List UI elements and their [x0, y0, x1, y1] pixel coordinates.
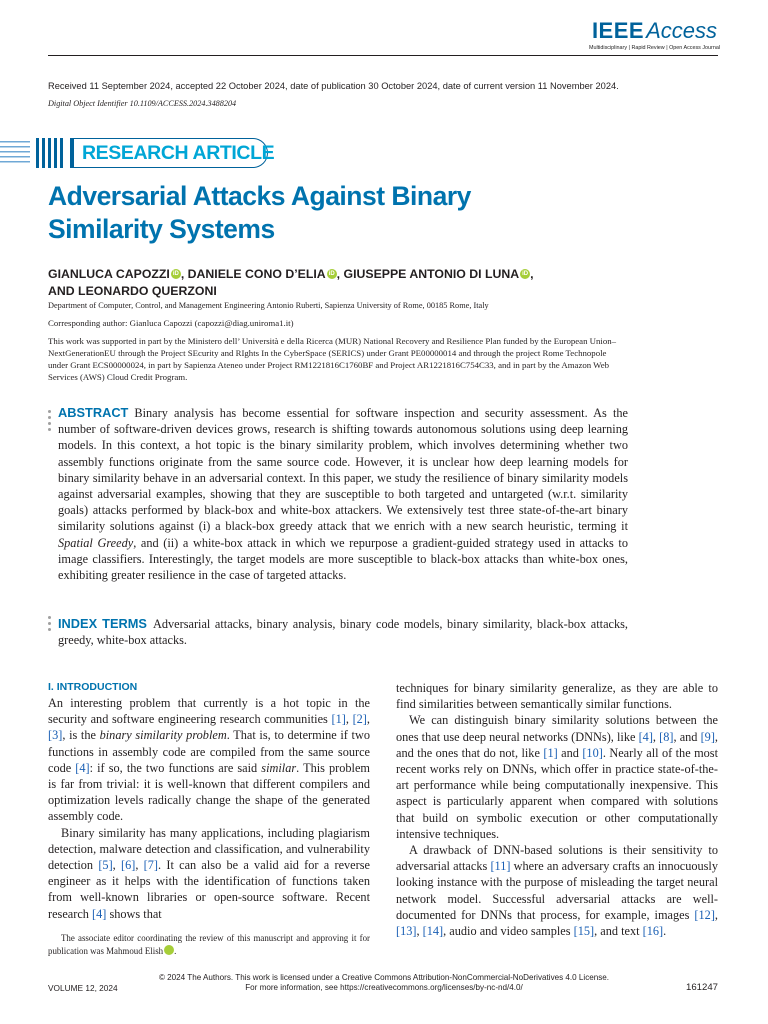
citation-link[interactable]: [13] [396, 924, 417, 939]
section-marker-icon [48, 616, 52, 634]
article-type-banner [0, 135, 275, 171]
journal-brand [589, 18, 721, 51]
citation-link[interactable]: [4] [92, 906, 107, 921]
citation-link[interactable]: [6] [121, 858, 136, 873]
editor-note: The associate editor coordinating the review of this manuscript and approving it for publication was Mahmoud Elish iD. [48, 933, 370, 956]
citation-link[interactable]: [4] [638, 729, 653, 744]
banner-frame [70, 138, 275, 168]
citation-link[interactable]: [4] [75, 760, 90, 775]
citation-link[interactable]: [1] [543, 745, 558, 760]
citation-link[interactable]: [8] [659, 729, 674, 744]
citation-link[interactable]: [11] [490, 859, 511, 874]
abstract-heading: ABSTRACT [58, 405, 129, 420]
paper-title [48, 180, 708, 246]
funding-statement: This work was supported in part by the Ministero dell’ Università e della Ricerca (MUR) National Recovery and Resilience Plan funded by the European Union–NextGenerationEU through the Project SEcurity and RIghts In the CyberSpace (SERICS) under Grant PE00000014 and through the project Rome Technopole under Grant ECS00000024, in part by Sapienza Ateneo under Project RM1221816C1760BF and Project AR1221816C754C33, and in part by the Amazon Web Services (AWS) Cloud Credit Program. [48, 336, 617, 382]
orcid-icon[interactable]: iD [164, 945, 174, 955]
index-terms-heading: INDEX TERMS [58, 616, 147, 631]
license-link[interactable]: For more information, see https://creativecommons.org/licenses/by-nc-nd/4.0/ [245, 983, 523, 992]
paragraph: An interesting problem that currently is a hot topic in the security and software engineering research communities [1], [2], [3], is the binary similarity problem. That is, to determine if two functions in assembly code are compiled from the same source code [4]: if so, the two functions are said similar. This problem is far from trivial: it is well-known that different compilers and optimization levels radically change the shape of the generated assembly code. [48, 696, 370, 824]
author-name: , GIUSEPPE ANTONIO DI LUNA [336, 267, 520, 281]
paragraph: techniques for binary similarity generalize, as they are able to find similarities between semantically similar functions. [396, 681, 718, 712]
license-notice: © 2024 The Authors. This work is licensed under a Creative Commons Attribution-NonCommercial-NoDerivatives 4.0 License. For more information, see https://creativecommons.org/licenses/by-nc-nd/4.0/ [0, 973, 768, 993]
citation-link[interactable]: [14] [422, 924, 444, 939]
paper-title-line: Adversarial Attacks Against Binary [48, 181, 471, 211]
author-list [48, 266, 728, 300]
section-heading: I. INTRODUCTION [48, 681, 138, 693]
paper-title-line: Similarity Systems [48, 214, 275, 244]
author-line [48, 266, 728, 283]
journal-tagline: Multidisciplinary | Rapid Review | Open Access Journal [589, 45, 721, 51]
paragraph: We can distinguish binary similarity solutions between the ones that use deep neural networks (DNNs), like [4], [8], and [9], and the ones that do not, like [1] and [10]. Nearly all of the most recent works rely on DNNs, which offer in practice state-of-the-art performance while being computationally inexpensive. This aspect is particularly apparent when compared with solutions that build on symbolic execution or other computationally intensive techniques. [396, 713, 719, 841]
citation-link[interactable]: [2] [352, 712, 367, 727]
banner-stripes-icon [0, 137, 66, 169]
author-name: , DANIELE CONO D’ELIA [180, 267, 326, 281]
orcid-icon[interactable]: iD [172, 271, 179, 277]
citation-link[interactable]: [10] [582, 745, 603, 760]
citation-link[interactable]: [5] [98, 858, 113, 873]
header-divider [48, 55, 718, 56]
volume-label: VOLUME 12, 2024 [48, 983, 118, 993]
body-column-right [396, 680, 718, 939]
orcid-icon[interactable]: iD [522, 271, 529, 277]
citation-link[interactable]: [12] [694, 907, 715, 922]
article-type-label: RESEARCH ARTICLE [82, 142, 275, 164]
citation-link[interactable]: [15] [573, 924, 595, 939]
page-number: 161247 [685, 982, 718, 993]
affiliation: Department of Computer, Control, and Management Engineering Antonio Ruberti, Sapienza University of Rome, 00185 Rome, Italy [48, 301, 489, 310]
doi-line: Digital Object Identifier 10.1109/ACCESS.2024.3488204 [48, 99, 237, 108]
section-marker-icon [48, 410, 52, 434]
author-line: AND LEONARDO QUERZONI [48, 284, 217, 298]
paragraph: Binary similarity has many applications, including plagiarism detection, malware detection and classification, and vulnerability detection [5], [6], [7]. It can also be a valid aid for a reverse engineer as it helps with the identification of functions taken from well-known libraries or open-source software. Recent research [4] shows that [48, 825, 370, 921]
citation-link[interactable]: [7] [143, 858, 159, 873]
citation-link[interactable]: [3] [48, 728, 63, 743]
abstract: ABSTRACT Binary analysis has become essential for software inspection and security assessment. As the number of software-driven devices grows, research is shifting towards autonomous solutions using deep learning models. In this context, a hot topic is the binary similarity problem, which involves determining whether two assembly functions originate from the same source code. However, it is unclear how deep learning models for binary similarity behave in an adversarial context. In this paper, we study the resilience of binary similarity models against adversarial examples, showing that they are susceptible to both targeted and untargeted (w.r.t. similarity goals) attacks performed by black-box and white-box attackers. We extensively test three state-of-the-art binary similarity solutions against (i) a black-box greedy attack that we enrich with a new search heuristic, terming it Spatial Greedy, and (ii) a white-box attack in which we repurpose a gradient-guided strategy used in attacks to image classifiers. Interestingly, the target models are more susceptible to black-box attacks than white-box ones, exhibiting greater resilience in the case of targeted attacks. [58, 405, 628, 583]
body-column-left [48, 680, 370, 922]
journal-logo: IEEEAccess [591, 18, 717, 43]
orcid-icon[interactable]: iD [328, 271, 335, 277]
paragraph: A drawback of DNN-based solutions is their sensitivity to adversarial attacks [11] where an adversary crafts an innocuously looking instance with the purpose of misleading the target neural network model. Successful adversarial attacks are well-documented for DNNs that process, for example, images [12], [13], [14], audio and video samples [15], and text [16]. [396, 843, 718, 939]
citation-link[interactable]: [9] [700, 729, 715, 744]
citation-link[interactable]: [1] [331, 712, 346, 727]
corresponding-author: Corresponding author: Gianluca Capozzi (capozzi@diag.uniroma1.it) [48, 318, 294, 328]
author-name: GIANLUCA CAPOZZI [48, 267, 170, 281]
author-separator: , [530, 267, 534, 281]
publication-dates: Received 11 September 2024, accepted 22 October 2024, date of publication 30 October 2024, date of current version 11 November 2024. [48, 81, 619, 91]
citation-link[interactable]: [16] [642, 924, 664, 939]
index-terms: INDEX TERMS Adversarial attacks, binary analysis, binary code models, binary similarity, black-box attacks, greedy, white-box attacks. [58, 616, 628, 648]
